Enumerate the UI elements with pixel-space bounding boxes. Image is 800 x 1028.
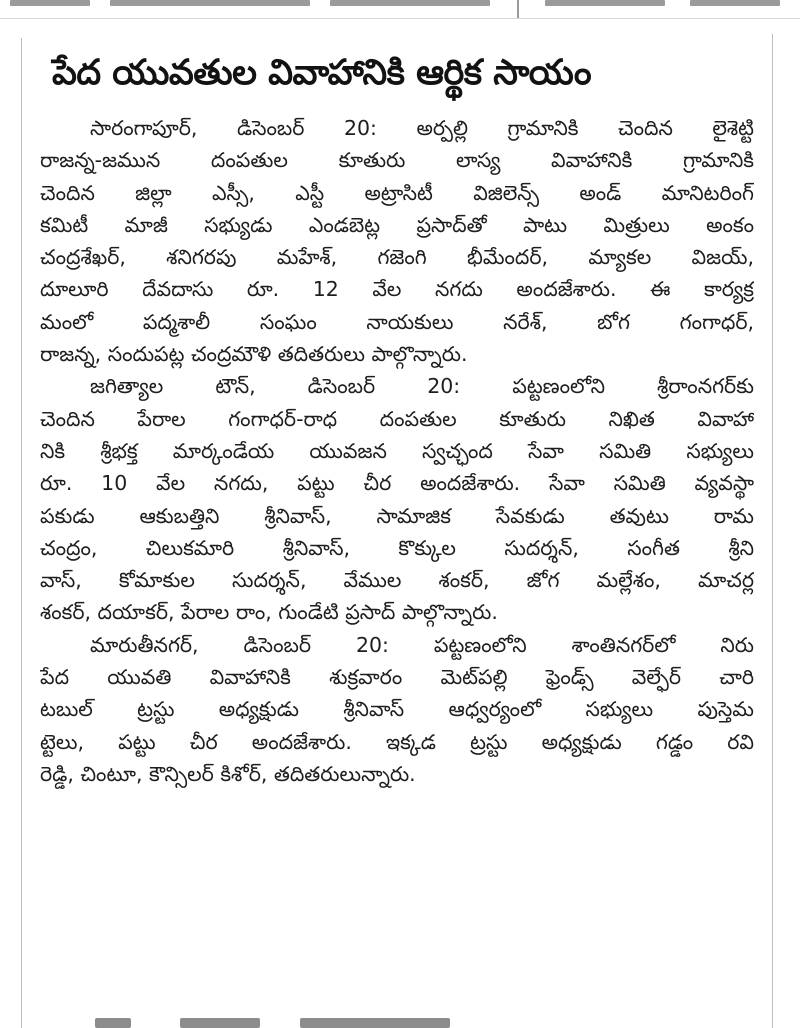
cropped-text-fragment — [690, 0, 780, 6]
article-headline: పేద యువతుల వివాహానికి ఆర్థిక సాయం — [52, 53, 592, 93]
paragraph-2-line: చెందిన పేరాల గంగాధర్-రాధ దంపతుల కూతురు నిఖిత వివాహా — [40, 406, 754, 431]
cropped-text-fragment — [300, 1018, 450, 1028]
paragraph-1-line: కమిటీ మాజీ సభ్యుడు ఎండబెట్ల ప్రసాద్‌తో పాటు మిత్రులు అంకం — [40, 212, 754, 237]
paragraph-3-line: మారుతీనగర్, డిసెంబర్ 20: పట్టణంలోని శాంతినగర్‌లో నిరు — [90, 632, 754, 657]
article-body — [40, 112, 754, 790]
cropped-text-fragment — [95, 1018, 131, 1028]
paragraph-3-line: టబుల్ ట్రస్టు అధ్యక్షుడు శ్రీనివాస్ ఆధ్వర్యంలో సభ్యులు పుస్తెమ — [40, 697, 754, 722]
paragraph-1-line: చంద్రశేఖర్, శనిగరపు మహేశ్, గజెంగి భీమేందర్, మ్యాకల విజయ్, — [40, 245, 754, 270]
paragraph-3-line: పేద యువతి వివాహానికి శుక్రవారం మెట్‌పల్లి ఫ్రెండ్స్ వెల్ఫేర్ చారి — [40, 665, 754, 690]
cropped-text-fragment — [110, 0, 310, 6]
column-rule-right — [772, 34, 773, 1028]
paragraph-1-line: రాజన్న, సందుపట్ల చంద్రమౌళి తదితరులు పాల్గొన్నారు. — [40, 342, 468, 367]
cropped-text-fragment — [180, 1018, 260, 1028]
top-cropped-strip — [0, 0, 800, 19]
cropped-text-fragment — [10, 0, 90, 6]
paragraph-1-line: దూలూరి దేవదాసు రూ. 12 వేల నగదు అందజేశారు. ఈ కార్యక్ర — [40, 277, 754, 302]
column-divider — [517, 0, 519, 18]
cropped-text-fragment — [545, 0, 665, 6]
paragraph-1-line: రాజన్న-జమున దంపతుల కూతురు లాస్య వివాహానికి గ్రామానికి — [40, 148, 754, 173]
paragraph-1-line: సారంగాపూర్, డిసెంబర్ 20: అర్పల్లి గ్రామానికి చెందిన లైశెట్టి — [90, 116, 754, 140]
paragraph-3-line: ట్టెలు, పట్టు చీర అందజేశారు. ఇక్కడ ట్రస్టు అధ్యక్షుడు గడ్డం రవి — [40, 729, 754, 754]
news-article — [40, 50, 754, 790]
paragraph-2-line: రూ. 10 వేల నగదు, పట్టు చీర అందజేశారు. సేవా సమితి వ్యవస్థా — [40, 471, 754, 496]
paragraph-3-line: రెడ్డి, చింటూ, కౌన్సిలర్ కిశోర్, తదితరులున్నారు. — [40, 761, 416, 786]
paragraph-2-line: శంకర్, దయాకర్, పేరాల రాం, గుండేటి ప్రసాద్ పాల్గొన్నారు. — [40, 600, 498, 625]
paragraph-1-line: మంలో పద్మశాలీ సంఘం నాయకులు నరేశ్, బోగ గంగాధర్, — [40, 309, 754, 334]
paragraph-2-line: జగిత్యాల టౌన్, డిసెంబర్ 20: పట్టణంలోని శ్రీరాంనగర్‌కు — [90, 374, 754, 399]
paragraph-2-line: వాస్, కోమాకుల సుదర్శన్, వేముల శంకర్, జోగ మల్లేశం, మాచర్ల — [40, 568, 754, 593]
paragraph-2-line: పకుడు ఆకుబత్తిని శ్రీనివాస్, సామాజిక సేవకుడు తవుటు రామ — [40, 503, 754, 528]
cropped-text-fragment — [330, 0, 490, 6]
paragraph-2-line: చంద్రం, చిలుకమారి శ్రీనివాస్, కొక్కుల సుదర్శన్, సంగీత శ్రీని — [40, 535, 754, 560]
paragraph-1-line: చెందిన జిల్లా ఎస్సీ, ఎస్టీ అట్రాసిటీ విజిలెన్స్ అండ్ మానిటరింగ్ — [40, 180, 754, 205]
column-rule-left — [21, 38, 22, 1028]
paragraph-2-line: నికి శ్రీభక్త మార్కండేయ యువజన స్వచ్ఛంద సేవా సమితి సభ్యులు — [40, 438, 754, 463]
